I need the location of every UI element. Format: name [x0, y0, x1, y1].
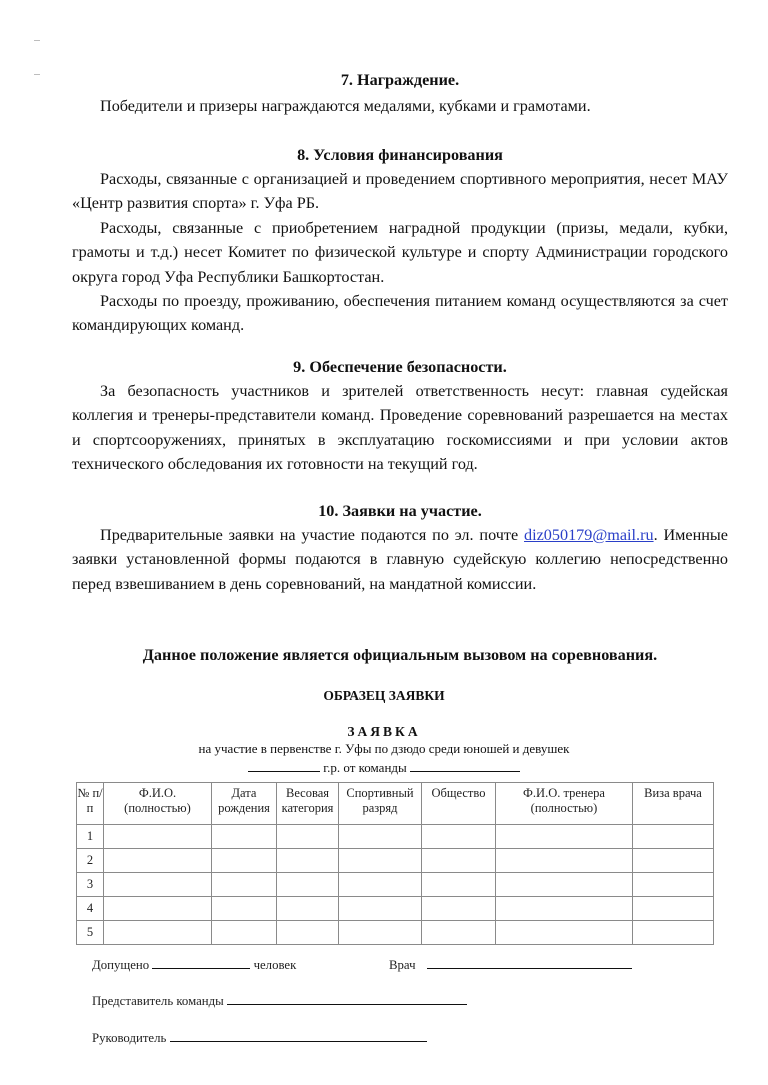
section-9	[72, 355, 728, 477]
row-number: 2	[77, 849, 104, 873]
section-7-text: Победители и призеры награждаются медалями, кубками и грамотами.	[100, 97, 591, 115]
section-8	[72, 143, 728, 338]
people-label: человек	[253, 958, 297, 972]
table-cell[interactable]	[633, 873, 714, 897]
doctor-line	[389, 956, 632, 973]
table-cell[interactable]	[104, 921, 212, 945]
section-10-paragraph-1	[72, 523, 728, 596]
scan-mark	[34, 74, 40, 75]
admitted-label: Допущено	[92, 958, 150, 972]
table-cell[interactable]	[277, 849, 339, 873]
table-row	[77, 897, 714, 921]
table-cell[interactable]	[633, 921, 714, 945]
head-signature-blank[interactable]	[170, 1029, 427, 1042]
table-row	[77, 873, 714, 897]
head-label: Руководитель	[92, 1031, 167, 1045]
table-cell[interactable]	[422, 849, 496, 873]
table-cell[interactable]	[633, 849, 714, 873]
table-cell[interactable]	[277, 897, 339, 921]
table-cell[interactable]	[104, 849, 212, 873]
table-row	[77, 825, 714, 849]
table-cell[interactable]	[212, 825, 277, 849]
sample-title: ОБРАЗЕЦ ЗАЯВКИ	[323, 688, 445, 703]
header-full-name: Ф.И.О. (полностью)	[104, 783, 212, 825]
table-cell[interactable]	[339, 849, 422, 873]
section-7	[72, 68, 728, 118]
table-cell[interactable]	[212, 897, 277, 921]
table-cell[interactable]	[496, 921, 633, 945]
table-cell[interactable]	[422, 921, 496, 945]
scan-mark	[34, 40, 40, 41]
representative-signature-blank[interactable]	[227, 992, 467, 1005]
table-cell[interactable]	[277, 873, 339, 897]
admitted-count-blank[interactable]	[152, 956, 250, 969]
birth-year-blank[interactable]	[248, 759, 320, 772]
header-society: Общество	[422, 783, 496, 825]
row-number: 4	[77, 897, 104, 921]
representative-label: Представитель команды	[92, 994, 224, 1008]
table-row	[77, 921, 714, 945]
table-cell[interactable]	[422, 825, 496, 849]
table-cell[interactable]	[104, 897, 212, 921]
form-subtitle: на участие в первенстве г. Уфы по дзюдо среди юношей и девушек	[198, 741, 570, 756]
section-8-paragraph-1: Расходы, связанные с организацией и проведением спортивного мероприятия, несет МАУ «Центр развития спорта» г. Уфа РБ.	[72, 170, 728, 213]
table-header-row	[77, 783, 714, 825]
table-cell[interactable]	[339, 825, 422, 849]
table-cell[interactable]	[633, 825, 714, 849]
table-row	[77, 849, 714, 873]
team-line-label: г.р. от команды	[323, 760, 407, 775]
table-cell[interactable]	[422, 873, 496, 897]
table-cell[interactable]	[339, 897, 422, 921]
table-cell[interactable]	[496, 849, 633, 873]
table-cell[interactable]	[104, 873, 212, 897]
table-cell[interactable]	[277, 825, 339, 849]
row-number: 1	[77, 825, 104, 849]
official-call	[72, 643, 728, 667]
doctor-label: Врач	[389, 958, 416, 972]
table-cell[interactable]	[496, 873, 633, 897]
table-cell[interactable]	[496, 897, 633, 921]
email-link[interactable]: diz050179@mail.ru	[524, 526, 654, 544]
section-8-title: 8. Условия финансирования	[297, 146, 503, 164]
section-10-text-before: Предварительные заявки на участие подаются по эл. почте	[100, 526, 525, 544]
header-sport-rank: Спортивный разряд	[339, 783, 422, 825]
section-9-paragraph-1: За безопасность участников и зрителей ответственность несут: главная судейская коллегия и тренеры-представители команд. Проведение соревнований разрешается на местах и спортсооружениях, принятых в эксплуатацию госкомиссиями и при условии актов технического обследования их готовности на текущий год.	[72, 382, 728, 474]
doctor-signature-blank[interactable]	[427, 956, 632, 969]
table-cell[interactable]	[212, 849, 277, 873]
section-8-paragraph-2: Расходы, связанные с приобретением наградной продукции (призы, медали, кубки, грамоты и т.д.) несет Комитет по физической культуре и спорту Администрации городского округа город Уфа Республики Башкортостан.	[72, 218, 728, 286]
section-10-text-after: . Именные заявки установленной формы подаются в главную судейскую коллегию непосредственно перед взвешиванием в день соревнований, на мандатной комиссии.	[72, 526, 728, 593]
table-cell[interactable]	[104, 825, 212, 849]
team-line	[0, 759, 768, 776]
table-cell[interactable]	[422, 897, 496, 921]
application-table	[76, 782, 714, 945]
table-cell[interactable]	[496, 825, 633, 849]
section-7-title: 7. Награждение.	[340, 71, 460, 89]
row-number: 5	[77, 921, 104, 945]
table-cell[interactable]	[339, 921, 422, 945]
official-call-text: Данное положение является официальным вызовом на соревнования.	[142, 646, 658, 664]
section-10-title: 10. Заявки на участие.	[318, 502, 482, 520]
header-doctor-visa: Виза врача	[633, 783, 714, 825]
table-cell[interactable]	[277, 921, 339, 945]
table-cell[interactable]	[212, 921, 277, 945]
header-coach-name: Ф.И.О. тренера (полностью)	[496, 783, 633, 825]
section-10	[72, 499, 728, 596]
header-birth-date: Дата рождения	[212, 783, 277, 825]
representative-line	[92, 992, 467, 1009]
section-9-title: 9. Обеспечение безопасности.	[293, 358, 507, 376]
table-cell[interactable]	[339, 873, 422, 897]
header-number: № п/п	[77, 783, 104, 825]
header-weight-category: Весовая категория	[277, 783, 339, 825]
admitted-line	[92, 956, 296, 973]
team-name-blank[interactable]	[410, 759, 520, 772]
section-8-paragraph-3: Расходы по проезду, проживанию, обеспечения питанием команд осуществляются за счет командирующих команд.	[72, 292, 728, 335]
table-cell[interactable]	[212, 873, 277, 897]
row-number: 3	[77, 873, 104, 897]
head-line	[92, 1029, 427, 1046]
form-title: ЗАЯВКА	[347, 724, 421, 739]
table-cell[interactable]	[633, 897, 714, 921]
